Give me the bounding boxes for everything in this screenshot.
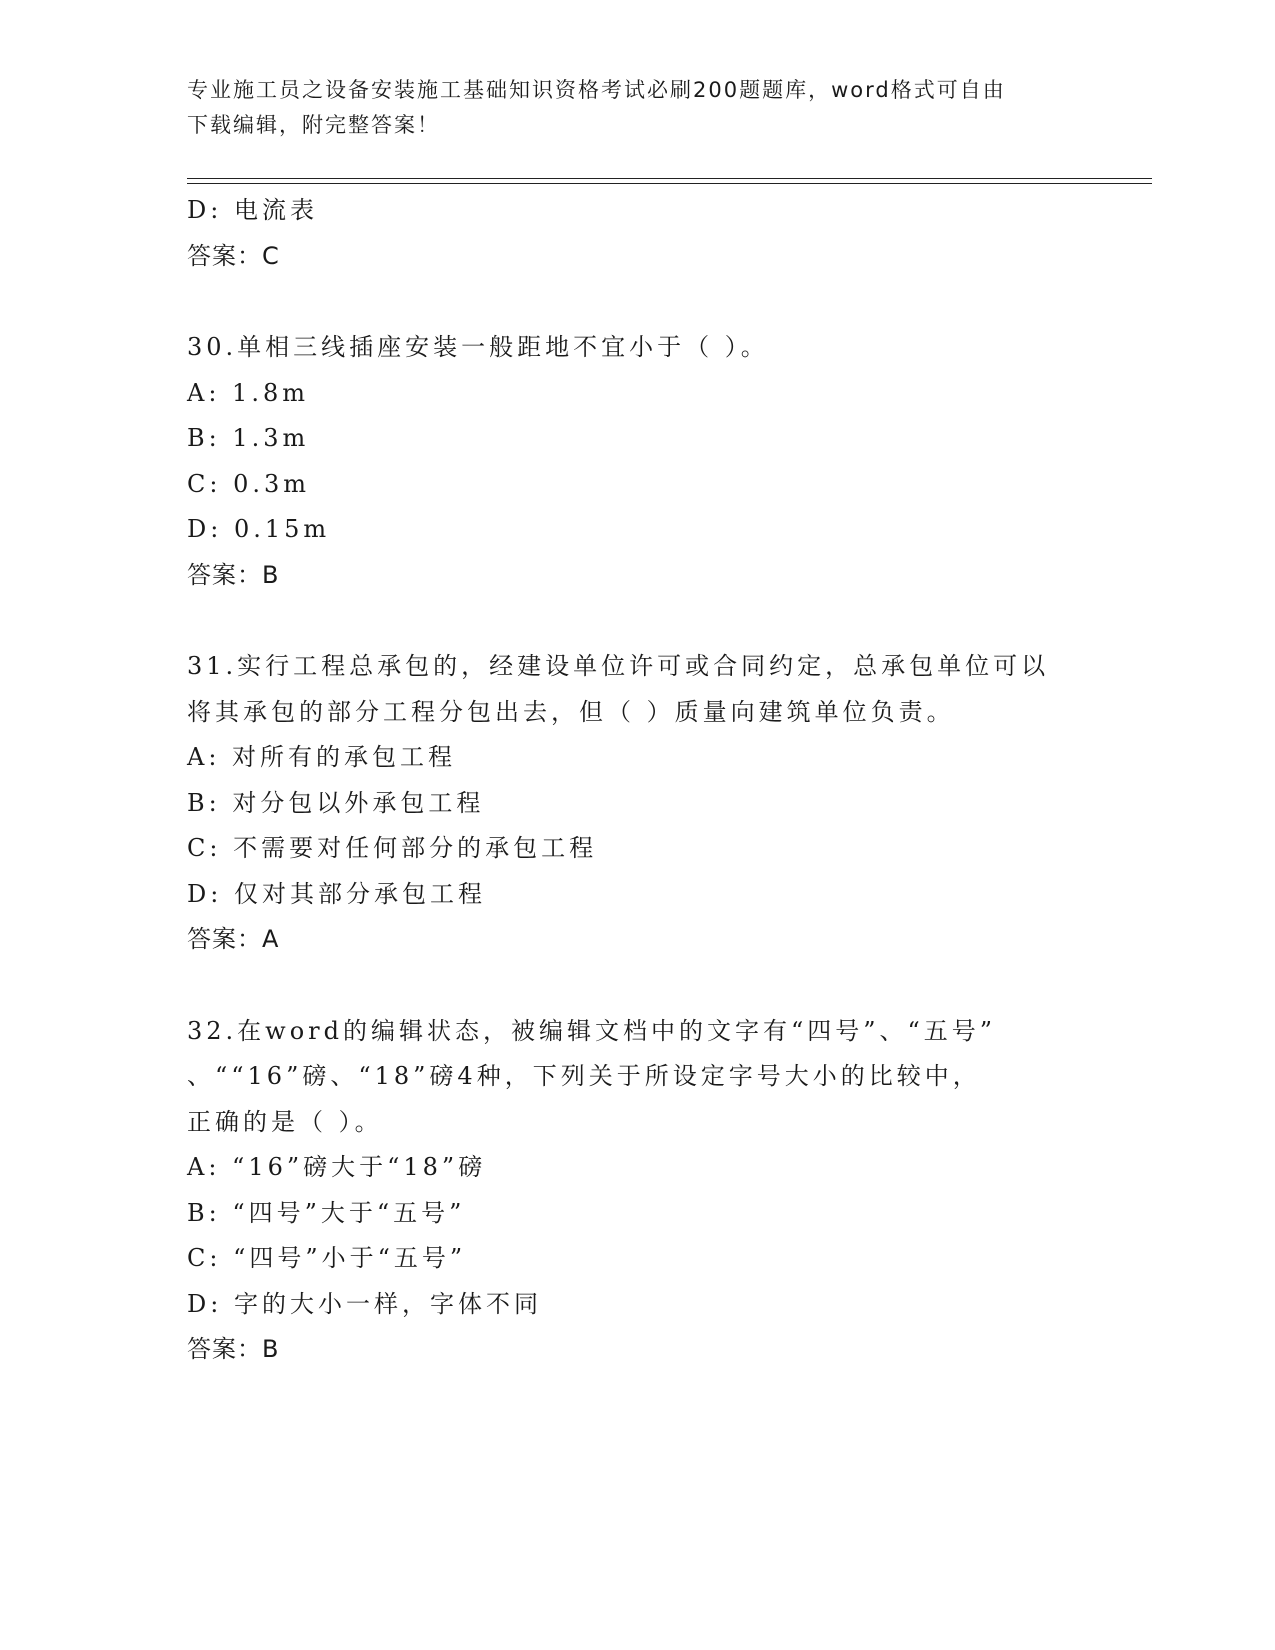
document-header [187, 73, 1077, 143]
answer-option: D: 字的大小一样，字体不同 [187, 1289, 542, 1318]
question-block [187, 1009, 1087, 1373]
header-title-line-2: 下载编辑，附完整答案！ [187, 113, 440, 137]
answer-option: D: 仅对其部分承包工程 [187, 879, 486, 908]
question-spacer [187, 598, 1087, 644]
header-divider-top [187, 178, 1152, 179]
question-stem: 30.单相三线插座安装一般距地不宜小于（ ）。 [187, 333, 769, 361]
question-stem: 32.在word的编辑状态，被编辑文档中的文字有“四号”、“五号” [187, 1016, 997, 1045]
question-block [187, 325, 1087, 598]
answer-option: C: 不需要对任何部分的承包工程 [187, 834, 598, 862]
answer-key: 答案：B [187, 1335, 280, 1363]
question-spacer [187, 279, 1087, 325]
header-divider-bottom [187, 183, 1152, 184]
question-stem: 正确的是（ ）。 [187, 1107, 383, 1136]
answer-option: B: “四号”大于“五号” [187, 1198, 466, 1227]
answer-key: 答案：B [187, 560, 280, 589]
answer-option: C: “四号”小于“五号” [187, 1244, 467, 1272]
answer-option: B: 1.3m [187, 424, 310, 452]
question-stem: 、““16”磅、“18”磅4种，下列关于所设定字号大小的比较中， [187, 1062, 981, 1090]
answer-option: D: 0.15m [187, 515, 331, 543]
answer-option: C: 0.3m [187, 469, 311, 498]
header-title-line-1: 专业施工员之设备安装施工基础知识资格考试必刷200题题库，word格式可自由 [187, 78, 1006, 102]
question-stem: 将其承包的部分工程分包出去，但（ ）质量向建筑单位负责。 [187, 697, 955, 726]
question-block [187, 188, 1087, 279]
answer-key: 答案：A [187, 925, 280, 953]
question-spacer [187, 963, 1087, 1009]
question-block [187, 644, 1087, 963]
answer-key: 答案：C [187, 241, 280, 270]
question-stem: 31.实行工程总承包的，经建设单位许可或合同约定，总承包单位可以 [187, 652, 1050, 680]
answer-option: A: 1.8m [187, 378, 309, 407]
answer-option: B: 对分包以外承包工程 [187, 788, 485, 817]
question-list [187, 188, 1087, 1373]
answer-option: A: “16”磅大于“18”磅 [187, 1153, 487, 1181]
answer-option: D: 电流表 [187, 196, 318, 224]
answer-option: A: 对所有的承包工程 [187, 743, 457, 771]
